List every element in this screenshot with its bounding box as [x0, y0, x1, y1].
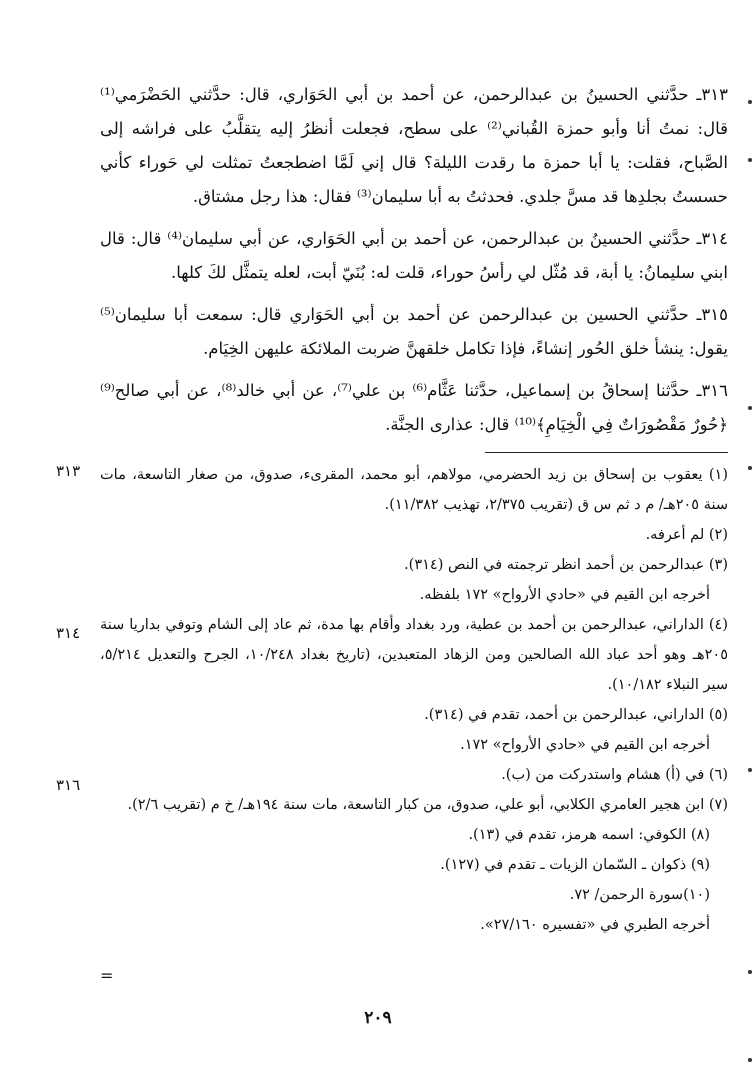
binding-hole-mark — [748, 970, 752, 974]
takhrij-315: أخرجه ابن القيم في «حادي الأرواح» ١٧٢. — [460, 737, 710, 753]
footnote-5: (٥) الداراني، عبدالرحمن بن أحمد، تقدم في (٣١٤). — [424, 707, 728, 723]
takhrij-313: أخرجه ابن القيم في «حادي الأرواح» ١٧٢ بلفظه. — [419, 587, 710, 603]
narration-314: ٣١٤ـ حدَّثني الحسينُ بن عبدالرحمن، عن أحمد بن أبي الحَوَاري، عن أبي سليمان⁽⁴⁾ قال: قال ابني سليمانُ: يا أبة، قد مُثّل لي رأسُ حوراء، قلت له: بُنَيّ أبت، لعله يتمثَّل لكَ كلها. — [100, 229, 728, 282]
footnote-divider — [485, 452, 728, 453]
narration-315: ٣١٥ـ حدَّثني الحسين بن عبدالرحمن عن أحمد بن أبي الحَوَاري قال: سمعت أبا سليمان⁽⁵⁾ يقول: ينشأ خلق الحُور إنشاءً، فإذا تكامل خلقهنَّ ضربت الملائكة عليهن الخِيَام. — [100, 305, 728, 358]
footnote-3: (٣) عبدالرحمن بن أحمد انظر ترجمته في النص (٣١٤). — [404, 557, 728, 573]
binding-hole-mark — [748, 1058, 752, 1062]
continuation-mark: = — [100, 966, 114, 985]
footnote-7: (٧) ابن هجير العامري الكلابي، أبو علي، صدوق، من كبار التاسعة، مات سنة ١٩٤هـ/ خ م (تقريب ٢/٦). — [127, 797, 728, 813]
binding-hole-mark — [748, 100, 752, 104]
main-text — [100, 78, 728, 450]
footnote-6: (٦) في (أ) هشام واستدركت من (ب). — [501, 767, 728, 783]
binding-hole-mark — [748, 158, 752, 162]
takhrij-316: أخرجه الطبري في «تفسيره ٢٧/١٦٠». — [480, 917, 710, 933]
margin-number-316: ٣١٦ — [56, 776, 81, 794]
binding-hole-mark — [748, 466, 752, 470]
margin-number-313: ٣١٣ — [56, 462, 81, 480]
margin-number-314: ٣١٤ — [56, 624, 81, 642]
narration-316: ٣١٦ـ حدَّثنا إسحاقُ بن إسماعيل، حدَّثنا عَثَّام⁽⁶⁾ بن علي⁽⁷⁾، عن أبي خالد⁽⁸⁾، عن أبي صالح⁽⁹⁾ ﴿حُورٌ مَقْصُورَاتٌ فِي الْخِيَامِ﴾⁽¹⁰⁾ قال: عذارى الجنَّة. — [100, 381, 728, 434]
footnote-8: (٨) الكوفي: اسمه هرمز، تقدم في (١٣). — [468, 827, 710, 843]
page-number: ٢٠٩ — [364, 1008, 392, 1028]
footnotes — [100, 460, 728, 940]
binding-hole-mark — [748, 768, 752, 772]
footnote-2: (٢) لم أعرفه. — [645, 527, 728, 543]
narration-313: ٣١٣ـ حدَّثني الحسينُ بن عبدالرحمن، عن أحمد بن أبي الحَوَاري، قال: حدَّثني الحَضْرَمي⁽¹⁾ قال: نمتُ أنا وأبو حمزة القُباني⁽²⁾ على سطح، فجعلت أنظرُ إليه يتقلَّبُ على فراشه إلى الصَّباح، فقلت: يا أبا حمزة ما رقدت الليلة؟ قال إني لَمَّا اضطجعتُ تمثلت لي حَوراء كأني حسستُ بجلدِها قد مسَّ جلدي. فحدثتُ به أبا سليمان⁽³⁾ فقال: هذا رجل مشتاق. — [100, 85, 728, 206]
footnote-4: (٤) الداراني، عبدالرحمن بن أحمد بن عطية، ورد بغداد وأقام بها مدة، ثم عاد إلى الشام وتوفي بداريا سنة ٢٠٥هـ وهو أحد عباد الله الصالحين ومن الزهاد المتعبدين، (تاريخ بغداد ١٠/٢٤٨، الجرح والتعديل ٥/٢١٤، سير النبلاء ١٠/١٨٢). — [100, 617, 728, 693]
footnote-10: (١٠)سورة الرحمن/ ٧٢. — [569, 887, 710, 903]
binding-hole-mark — [748, 406, 752, 410]
footnote-9: (٩) ذكوان ـ السّمان الزيات ـ تقدم في (١٢٧). — [440, 857, 710, 873]
footnote-1: (١) يعقوب بن إسحاق بن زيد الحضرمي، مولاهم، أبو محمد، المقرىء، صدوق، من صغار التاسعة، مات سنة ٢٠٥هـ/ م د ثم س ق (تقريب ٢/٣٧٥، تهذيب ١١/٣٨٢). — [100, 467, 728, 513]
